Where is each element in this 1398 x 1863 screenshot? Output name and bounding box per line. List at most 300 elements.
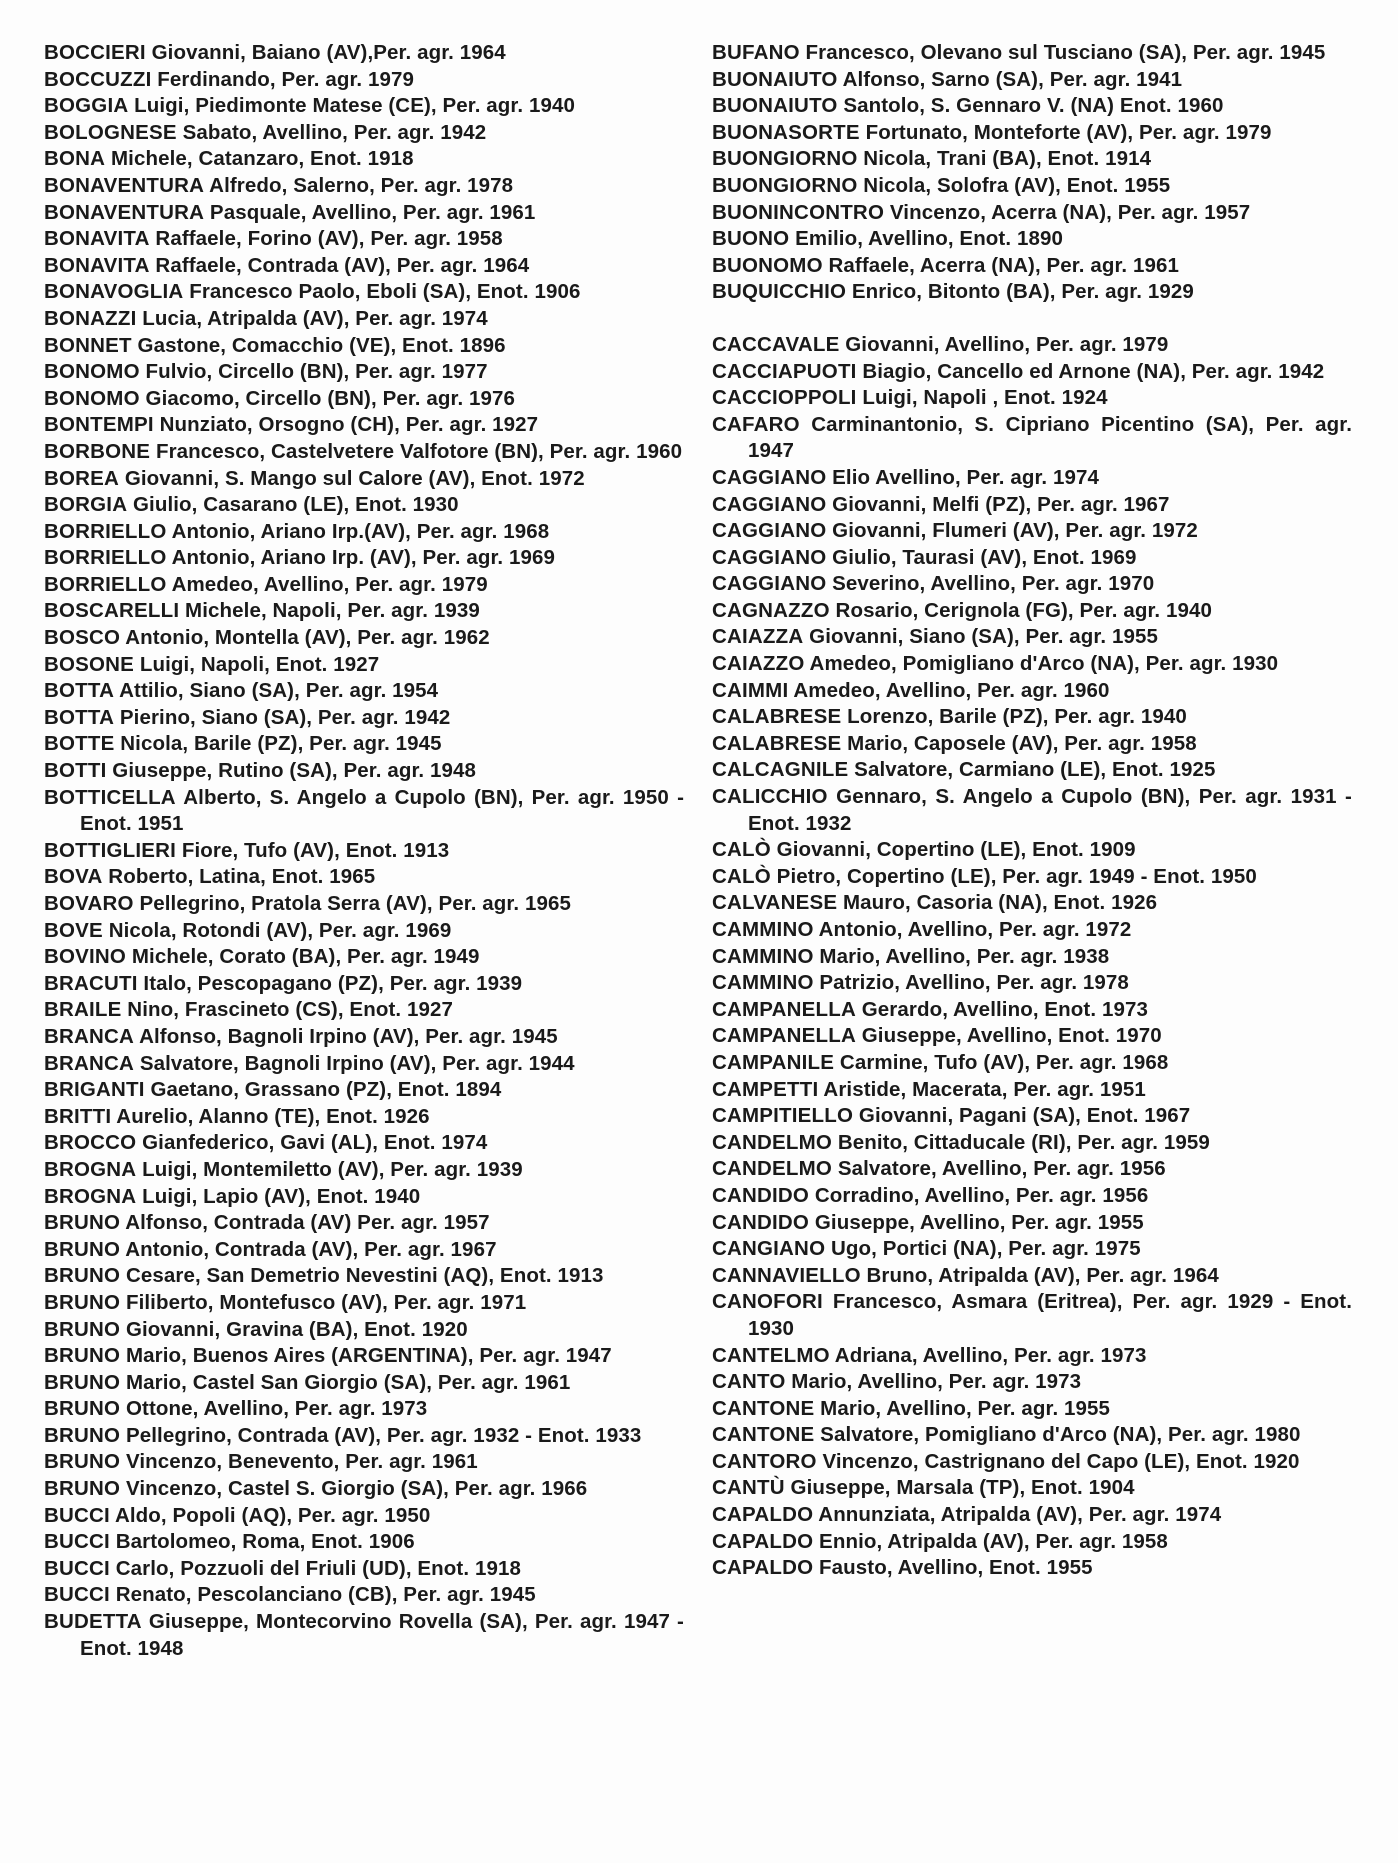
entry-details: Gaetano, Grassano (PZ), Enot. 1894	[144, 1078, 502, 1102]
directory-entry	[712, 93, 1352, 120]
entry-surname: CAGNAZZO	[712, 598, 830, 622]
directory-entry	[712, 890, 1352, 917]
entry-details: Antonio, Ariano Irp.(AV), Per. agr. 1968	[166, 519, 550, 543]
entry-surname: BUCCI	[44, 1503, 110, 1527]
directory-entry	[44, 864, 684, 891]
entry-surname: BRUNO	[44, 1450, 121, 1474]
directory-entry	[712, 1130, 1352, 1157]
entry-details: Nicola, Rotondi (AV), Per. agr. 1969	[102, 918, 452, 942]
entry-details: Annunziata, Atripalda (AV), Per. agr. 1974	[813, 1503, 1222, 1527]
entry-surname: BOCCIERI	[44, 41, 146, 64]
entry-details: Alberto, S. Angelo a Cupolo (BN), Per. agr. 1950 - Enot. 1951	[80, 785, 684, 836]
directory-entry	[44, 838, 684, 865]
entry-surname: CANTONE	[712, 1423, 815, 1447]
entry-details: Aristide, Macerata, Per. agr. 1951	[818, 1077, 1146, 1101]
entry-details: Patrizio, Avellino, Per. agr. 1978	[813, 971, 1129, 995]
directory-entry	[44, 652, 684, 679]
directory-entry	[44, 1210, 684, 1237]
entry-details: Salvatore, Pomigliano d'Arco (NA), Per. agr. 1980	[814, 1423, 1301, 1447]
directory-entry	[44, 1051, 684, 1078]
entry-surname: BORRIELLO	[44, 572, 167, 596]
directory-entry	[44, 1556, 684, 1583]
entry-surname: CANTÙ	[712, 1476, 785, 1500]
entry-surname: CAPALDO	[712, 1529, 814, 1553]
entry-details: Mario, Avellino, Per. agr. 1955	[814, 1396, 1111, 1420]
entry-surname: BONOMO	[44, 360, 140, 384]
directory-entry	[44, 200, 684, 227]
entry-surname: CAMPANILE	[712, 1050, 835, 1074]
entry-details: Fiore, Tufo (AV), Enot. 1913	[176, 838, 450, 862]
entry-details: Luigi, Napoli, Enot. 1927	[134, 652, 380, 676]
entry-details: Antonio, Montella (AV), Per. agr. 1962	[120, 626, 490, 650]
entry-surname: CANTO	[712, 1370, 786, 1394]
entry-surname: BRUNO	[44, 1237, 121, 1261]
entry-surname: BUONAIUTO	[712, 94, 838, 118]
directory-entry	[712, 1023, 1352, 1050]
entry-details: Giuseppe, Rutino (SA), Per. agr. 1948	[106, 759, 476, 783]
entry-details: Raffaele, Acerra (NA), Per. agr. 1961	[822, 253, 1180, 277]
entry-surname: CANDIDO	[712, 1210, 810, 1234]
entry-details: Mario, Castel San Giorgio (SA), Per. agr. 1961	[120, 1370, 571, 1394]
entry-surname: BUONOMO	[712, 253, 823, 277]
entry-details: Pellegrino, Contrada (AV), Per. agr. 1932 - Enot. 1933	[120, 1423, 642, 1447]
entry-details: Vincenzo, Acerra (NA), Per. agr. 1957	[884, 200, 1251, 224]
directory-entry	[712, 545, 1352, 572]
directory-entry	[712, 518, 1352, 545]
entry-surname: BUDETTA	[44, 1610, 142, 1634]
entry-details: Sabato, Avellino, Per. agr. 1942	[176, 120, 487, 144]
entry-surname: BOGGIA	[44, 94, 129, 118]
entry-details: Carlo, Pozzuoli del Friuli (UD), Enot. 1918	[109, 1556, 521, 1580]
entry-details: Salvatore, Bagnoli Irpino (AV), Per. agr. 1944	[134, 1051, 575, 1075]
directory-entry	[712, 1103, 1352, 1130]
entry-details: Mario, Avellino, Per. agr. 1973	[785, 1370, 1082, 1394]
entry-details: Ugo, Portici (NA), Per. agr. 1975	[825, 1237, 1141, 1261]
directory-entry	[712, 917, 1352, 944]
entry-surname: BOTTICELLA	[44, 785, 176, 809]
entry-details: Antonio, Contrada (AV), Per. agr. 1967	[120, 1237, 497, 1261]
directory-entry	[712, 1555, 1352, 1582]
directory-entry	[44, 1503, 684, 1530]
entry-surname: CAMMINO	[712, 971, 814, 995]
directory-entry	[44, 1396, 684, 1423]
entry-surname: BONAZZI	[44, 306, 137, 330]
entry-details: Vincenzo, Castrignano del Capo (LE), Enot. 1920	[816, 1449, 1300, 1473]
entry-surname: BUCCI	[44, 1583, 110, 1607]
directory-entry	[712, 1050, 1352, 1077]
entry-details: Mauro, Casoria (NA), Enot. 1926	[837, 891, 1158, 915]
entry-details: Aldo, Popoli (AQ), Per. agr. 1950	[109, 1503, 431, 1527]
directory-entry	[712, 1210, 1352, 1237]
entry-details: Salvatore, Carmiano (LE), Enot. 1925	[848, 758, 1216, 782]
directory-entry	[44, 173, 684, 200]
directory-entry	[712, 253, 1352, 280]
directory-entry	[712, 40, 1352, 67]
entry-surname: BRUNO	[44, 1344, 121, 1368]
directory-entry	[44, 1104, 684, 1131]
directory-entry	[44, 625, 684, 652]
entry-surname: BOTTI	[44, 759, 107, 783]
entry-details: Giuseppe, Avellino, Enot. 1970	[855, 1024, 1162, 1048]
entry-details: Vincenzo, Castel S. Giorgio (SA), Per. agr. 1966	[120, 1477, 588, 1501]
directory-entry	[44, 1529, 684, 1556]
directory-entry	[712, 1529, 1352, 1556]
entry-details: Giuseppe, Montecorvino Rovella (SA), Per. agr. 1947 - Enot. 1948	[80, 1610, 684, 1660]
entry-surname: CANDELMO	[712, 1157, 833, 1181]
entry-surname: BUFANO	[712, 41, 800, 64]
entry-surname: BUONGIORNO	[712, 147, 858, 171]
entry-details: Alfonso, Bagnoli Irpino (AV), Per. agr. 1945	[134, 1024, 558, 1048]
directory-entry	[44, 944, 684, 971]
entry-surname: BUONAIUTO	[712, 67, 838, 91]
directory-entry	[44, 1290, 684, 1317]
entry-surname: BORBONE	[44, 439, 151, 463]
directory-entry	[44, 1237, 684, 1264]
entry-details: Giuseppe, Avellino, Per. agr. 1955	[809, 1210, 1144, 1234]
entry-details: Nicola, Trani (BA), Enot. 1914	[857, 147, 1152, 171]
entry-surname: BUQUICCHIO	[712, 280, 847, 304]
entry-surname: BROGNA	[44, 1184, 137, 1208]
entry-surname: BOSCARELLI	[44, 599, 180, 623]
entry-surname: BRUNO	[44, 1423, 121, 1447]
entry-details: Gennaro, S. Angelo a Cupolo (BN), Per. agr. 1931 - Enot. 1932	[748, 785, 1352, 835]
entry-details: Luigi, Montemiletto (AV), Per. agr. 1939	[136, 1157, 523, 1181]
entry-details: Biagio, Cancello ed Arnone (NA), Per. agr. 1942	[856, 359, 1325, 383]
directory-entry	[44, 572, 684, 599]
entry-details: Francesco Paolo, Eboli (SA), Enot. 1906	[183, 280, 581, 304]
entry-surname: BUONGIORNO	[712, 173, 858, 197]
directory-entry	[44, 40, 684, 67]
entry-details: Carminantonio, S. Cipriano Picentino (SA), Per. agr. 1947	[748, 412, 1352, 463]
directory-entry	[712, 1422, 1352, 1449]
directory-entry	[44, 1263, 684, 1290]
entry-surname: CAGGIANO	[712, 545, 827, 569]
entry-surname: BONAVENTURA	[44, 173, 205, 197]
directory-entry	[44, 1476, 684, 1503]
entry-surname: CAPALDO	[712, 1503, 814, 1527]
directory-entry	[712, 624, 1352, 651]
entry-details: Cesare, San Demetrio Nevestini (AQ), Enot. 1913	[120, 1264, 604, 1288]
entry-details: Antonio, Ariano Irp. (AV), Per. agr. 1969	[166, 546, 555, 570]
entry-details: Raffaele, Contrada (AV), Per. agr. 1964	[149, 253, 530, 277]
entry-details: Fulvio, Circello (BN), Per. agr. 1977	[139, 360, 488, 384]
entry-details: Enrico, Bitonto (BA), Per. agr. 1929	[846, 280, 1194, 304]
entry-details: Giuseppe, Marsala (TP), Enot. 1904	[784, 1476, 1135, 1500]
directory-entry	[712, 571, 1352, 598]
entry-details: Aurelio, Alanno (TE), Enot. 1926	[111, 1104, 430, 1128]
entry-details: Giovanni, Baiano (AV),Per. agr. 1964	[145, 41, 506, 64]
directory-entry	[44, 1449, 684, 1476]
entry-details: Ottone, Avellino, Per. agr. 1973	[120, 1397, 428, 1421]
entry-details: Pellegrino, Pratola Serra (AV), Per. agr. 1965	[133, 892, 571, 915]
entry-surname: CAGGIANO	[712, 492, 827, 516]
directory-entry	[712, 120, 1352, 147]
entry-surname: BONAVENTURA	[44, 200, 205, 224]
entry-surname: CAMPANELLA	[712, 997, 856, 1021]
directory-entry	[712, 279, 1352, 306]
entry-surname: CANGIANO	[712, 1237, 826, 1261]
entry-surname: BRUNO	[44, 1397, 121, 1421]
directory-entry	[712, 651, 1352, 678]
entry-surname: CAPALDO	[712, 1556, 814, 1580]
directory-entry	[44, 891, 684, 918]
entry-details: Giovanni, Copertino (LE), Enot. 1909	[770, 838, 1136, 862]
entry-details: Emilio, Avellino, Enot. 1890	[789, 227, 1063, 251]
directory-entry	[44, 492, 684, 519]
entry-surname: BONOMO	[44, 386, 140, 410]
directory-entry	[712, 1475, 1352, 1502]
entry-details: Giovanni, S. Mango sul Calore (AV), Enot. 1972	[119, 466, 585, 490]
directory-entry	[44, 1370, 684, 1397]
entry-surname: BONA	[44, 147, 106, 171]
entry-surname: BOTTE	[44, 732, 115, 756]
entry-surname: CANOFORI	[712, 1290, 823, 1314]
entry-details: Vincenzo, Benevento, Per. agr. 1961	[120, 1450, 478, 1474]
entry-details: Antonio, Avellino, Per. agr. 1972	[813, 918, 1132, 941]
directory-entry	[712, 704, 1352, 731]
entry-details: Fortunato, Monteforte (AV), Per. agr. 1979	[859, 120, 1272, 144]
entry-surname: BRACUTI	[44, 971, 138, 995]
directory-entry	[712, 1236, 1352, 1263]
entry-surname: BOTTA	[44, 679, 115, 703]
entry-details: Raffaele, Forino (AV), Per. agr. 1958	[149, 227, 503, 251]
directory-entry	[44, 226, 684, 253]
entry-surname: BUONINCONTRO	[712, 200, 885, 224]
entry-details: Giovanni, Flumeri (AV), Per. agr. 1972	[826, 519, 1198, 543]
entry-surname: BRITTI	[44, 1104, 112, 1128]
entry-details: Italo, Pescopagano (PZ), Per. agr. 1939	[137, 971, 523, 995]
entry-surname: BOVA	[44, 865, 103, 889]
directory-entry	[712, 997, 1352, 1024]
directory-entry	[712, 1396, 1352, 1423]
entry-surname: BONAVOGLIA	[44, 280, 184, 304]
directory-entry	[712, 784, 1352, 837]
entry-details: Gianfederico, Gavi (AL), Enot. 1974	[136, 1131, 488, 1155]
directory-entry	[44, 997, 684, 1024]
entry-details: Alfonso, Sarno (SA), Per. agr. 1941	[837, 67, 1183, 91]
entry-surname: BRUNO	[44, 1290, 121, 1314]
entry-details: Gerardo, Avellino, Enot. 1973	[855, 997, 1148, 1021]
directory-entry	[44, 359, 684, 386]
entry-details: Amedeo, Avellino, Per. agr. 1979	[166, 572, 488, 596]
entry-surname: BRANCA	[44, 1024, 135, 1048]
entry-surname: BRUNO	[44, 1477, 121, 1501]
directory-entry	[44, 146, 684, 173]
directory-entry	[712, 1343, 1352, 1370]
entry-surname: BONAVITA	[44, 253, 150, 277]
entry-details: Benito, Cittaducale (RI), Per. agr. 1959	[832, 1130, 1210, 1154]
entry-details: Giovanni, Siano (SA), Per. agr. 1955	[803, 625, 1158, 649]
entry-details: Ennio, Atripalda (AV), Per. agr. 1958	[813, 1529, 1168, 1553]
directory-entry	[712, 1263, 1352, 1290]
entry-details: Rosario, Cerignola (FG), Per. agr. 1940	[829, 598, 1213, 622]
entry-surname: BORGIA	[44, 493, 128, 517]
directory-entry	[44, 253, 684, 280]
directory-entry	[712, 1077, 1352, 1104]
entry-details: Corradino, Avellino, Per. agr. 1956	[809, 1183, 1149, 1207]
entry-surname: BORRIELLO	[44, 519, 167, 543]
entry-surname: CALCAGNILE	[712, 758, 849, 782]
entry-details: Giovanni, Pagani (SA), Enot. 1967	[853, 1104, 1191, 1128]
entry-details: Mario, Caposele (AV), Per. agr. 1958	[841, 731, 1197, 755]
entry-surname: BUONASORTE	[712, 120, 860, 144]
entry-surname: BUCCI	[44, 1530, 110, 1554]
entry-details: Giovanni, Avellino, Per. agr. 1979	[839, 332, 1169, 356]
entry-details: Michele, Corato (BA), Per. agr. 1949	[126, 945, 480, 969]
directory-entry	[712, 465, 1352, 492]
entry-surname: CALABRESE	[712, 705, 842, 729]
entry-details: Santolo, S. Gennaro V. (NA) Enot. 1960	[837, 94, 1224, 118]
directory-entry	[712, 67, 1352, 94]
directory-entry	[44, 1130, 684, 1157]
directory-entry	[712, 731, 1352, 758]
entry-details: Mario, Avellino, Per. agr. 1938	[813, 944, 1110, 968]
directory-entry	[712, 1449, 1352, 1476]
entry-details: Giulio, Taurasi (AV), Enot. 1969	[826, 545, 1137, 569]
entry-surname: BUONO	[712, 227, 790, 251]
directory-entry	[712, 944, 1352, 971]
entry-surname: CALVANESE	[712, 891, 838, 915]
directory-entry	[44, 918, 684, 945]
directory-entry	[44, 598, 684, 625]
directory-entry	[712, 1502, 1352, 1529]
directory-entry	[44, 758, 684, 785]
directory-entry	[44, 971, 684, 998]
entry-details: Nicola, Solofra (AV), Enot. 1955	[857, 173, 1171, 197]
entry-details: Alfredo, Salerno, Per. agr. 1978	[204, 173, 514, 197]
entry-surname: BOTTA	[44, 705, 115, 729]
directory-entry	[712, 200, 1352, 227]
directory-entry	[44, 1317, 684, 1344]
entry-surname: CANTELMO	[712, 1343, 830, 1367]
directory-entry	[44, 678, 684, 705]
entry-surname: BOTTIGLIERI	[44, 838, 177, 862]
directory-entry	[712, 1156, 1352, 1183]
right-column	[712, 40, 1352, 1582]
entry-surname: BONTEMPI	[44, 413, 154, 437]
entry-surname: CAIAZZO	[712, 652, 805, 676]
entry-details: Giovanni, Melfi (PZ), Per. agr. 1967	[826, 492, 1170, 516]
entry-surname: BOVARO	[44, 892, 134, 915]
directory-entry	[712, 385, 1352, 412]
entry-surname: CALICCHIO	[712, 785, 828, 809]
directory-entry	[712, 332, 1352, 359]
entry-surname: BRUNO	[44, 1211, 121, 1235]
directory-entry	[44, 1024, 684, 1051]
entry-surname: BRUNO	[44, 1264, 121, 1288]
entry-details: Amedeo, Pomigliano d'Arco (NA), Per. agr. 1930	[804, 652, 1279, 676]
entry-surname: BROGNA	[44, 1157, 137, 1181]
entry-details: Alfonso, Contrada (AV) Per. agr. 1957	[120, 1211, 490, 1235]
entry-surname: CALÒ	[712, 838, 771, 862]
directory-entry	[44, 705, 684, 732]
entry-surname: CANDIDO	[712, 1183, 810, 1207]
entry-surname: BONAVITA	[44, 227, 150, 251]
directory-entry	[712, 146, 1352, 173]
entry-surname: CAGGIANO	[712, 519, 827, 543]
entry-details: Bruno, Atripalda (AV), Per. agr. 1964	[860, 1263, 1219, 1287]
directory-entry	[712, 837, 1352, 864]
entry-surname: CAMMINO	[712, 944, 814, 968]
entry-details: Attilio, Siano (SA), Per. agr. 1954	[114, 679, 439, 703]
entry-surname: BONNET	[44, 333, 132, 357]
entry-details: Fausto, Avellino, Enot. 1955	[813, 1556, 1093, 1580]
entry-surname: CAMPANELLA	[712, 1024, 856, 1048]
entry-surname: BRIGANTI	[44, 1078, 145, 1102]
directory-entry	[44, 1423, 684, 1450]
entry-details: Luigi, Napoli , Enot. 1924	[856, 386, 1108, 410]
entry-surname: BRAILE	[44, 998, 122, 1022]
entry-details: Severino, Avellino, Per. agr. 1970	[826, 572, 1155, 596]
directory-entry	[44, 545, 684, 572]
directory-entry	[712, 1183, 1352, 1210]
entry-details: Lorenzo, Barile (PZ), Per. agr. 1940	[841, 705, 1187, 729]
entry-details: Salvatore, Avellino, Per. agr. 1956	[832, 1157, 1166, 1181]
entry-surname: BORRIELLO	[44, 546, 167, 570]
entry-details: Nicola, Barile (PZ), Per. agr. 1945	[114, 732, 442, 756]
entry-surname: BRUNO	[44, 1317, 121, 1341]
entry-surname: BRANCA	[44, 1051, 135, 1075]
directory-entry	[44, 1609, 684, 1662]
entry-surname: BOVINO	[44, 945, 127, 969]
directory-entry	[44, 785, 684, 838]
directory-entry	[44, 306, 684, 333]
directory-entry	[712, 970, 1352, 997]
directory-entry	[712, 864, 1352, 891]
directory-entry	[44, 1582, 684, 1609]
entry-details: Giulio, Casarano (LE), Enot. 1930	[127, 493, 459, 517]
directory-entry	[44, 731, 684, 758]
directory-entry	[44, 386, 684, 413]
entry-surname: CAMMINO	[712, 918, 814, 941]
entry-details: Pierino, Siano (SA), Per. agr. 1942	[114, 705, 451, 729]
entry-surname: BOLOGNESE	[44, 120, 177, 144]
entry-details: Renato, Pescolanciano (CB), Per. agr. 1945	[109, 1583, 536, 1607]
directory-entry	[712, 1289, 1352, 1342]
entry-details: Ferdinando, Per. agr. 1979	[151, 67, 414, 91]
directory-entry	[44, 519, 684, 546]
entry-surname: CAGGIANO	[712, 572, 827, 596]
directory-entry	[44, 439, 684, 466]
entry-surname: BROCCO	[44, 1131, 137, 1155]
entry-details: Mario, Buenos Aires (ARGENTINA), Per. agr. 1947	[120, 1344, 612, 1368]
entry-details: Giacomo, Circello (BN), Per. agr. 1976	[139, 386, 516, 410]
entry-details: Amedeo, Avellino, Per. agr. 1960	[788, 678, 1110, 702]
directory-entry	[712, 173, 1352, 200]
entry-surname: BOVE	[44, 918, 103, 942]
directory-entry	[712, 1369, 1352, 1396]
directory-entry	[44, 466, 684, 493]
entry-surname: BRUNO	[44, 1370, 121, 1394]
entry-details: Luigi, Lapio (AV), Enot. 1940	[136, 1184, 421, 1208]
entry-surname: CACCIOPPOLI	[712, 386, 857, 410]
entry-surname: CACCIAPUOTI	[712, 359, 857, 383]
entry-details: Michele, Catanzaro, Enot. 1918	[105, 147, 414, 171]
entry-details: Pasquale, Avellino, Per. agr. 1961	[204, 200, 536, 224]
entry-surname: BOSCO	[44, 626, 121, 650]
entry-surname: CANTORO	[712, 1449, 817, 1473]
entry-details: Gastone, Comacchio (VE), Enot. 1896	[131, 333, 506, 357]
entry-surname: CAGGIANO	[712, 465, 827, 489]
directory-entry	[712, 226, 1352, 253]
entry-details: Nunziato, Orsogno (CH), Per. agr. 1927	[153, 413, 539, 437]
directory-entry	[712, 359, 1352, 386]
directory-entry	[44, 93, 684, 120]
entry-surname: CAIAZZA	[712, 625, 804, 649]
entry-surname: CAIMMI	[712, 678, 789, 702]
entry-surname: CANDELMO	[712, 1130, 833, 1154]
entry-surname: CAMPETTI	[712, 1077, 819, 1101]
